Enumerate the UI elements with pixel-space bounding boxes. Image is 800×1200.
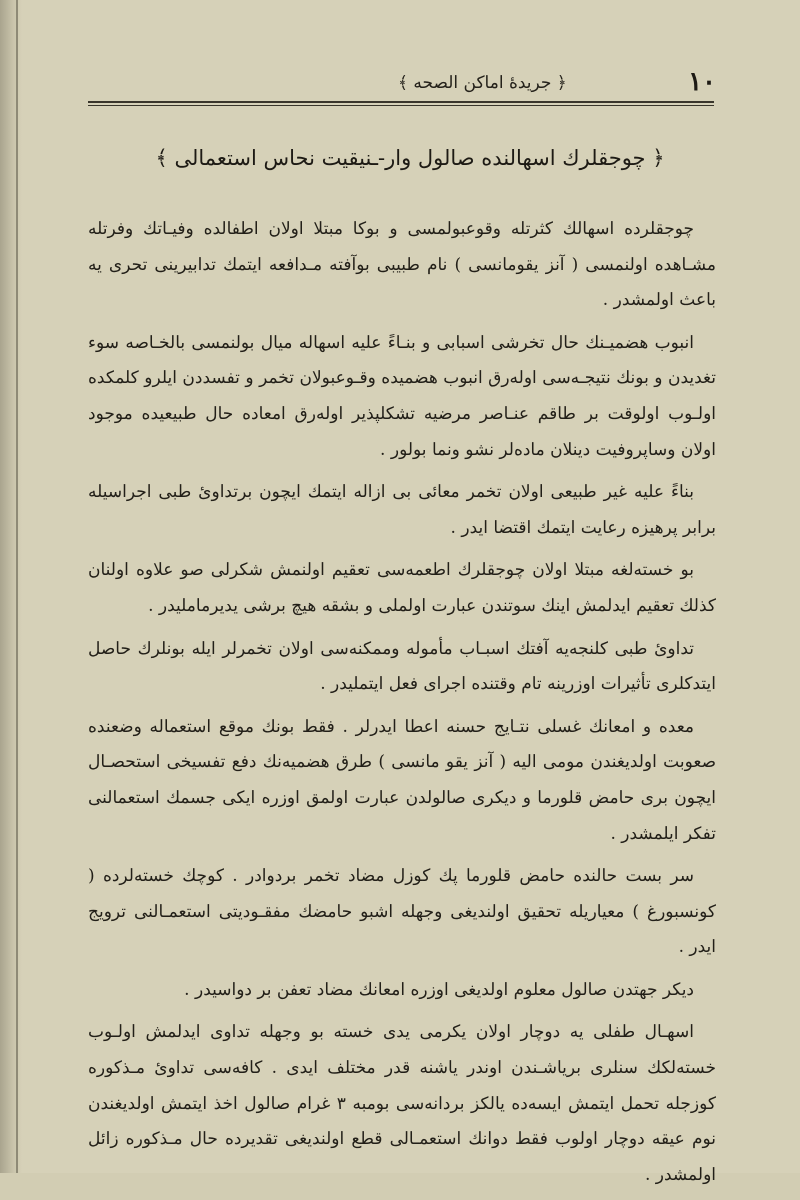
page-number: ١٠ bbox=[688, 67, 716, 97]
paragraph: بناءً عليه غير طبيعى اولان تخمر معائى بى ازاله ايتمك ايچون برتداوىٔ طبى اجراسيله برابر پرهيزه رعايت ايتمك اقتضا ايدر . bbox=[88, 482, 716, 538]
header-rule-thin bbox=[88, 105, 714, 106]
article-title: ﴿ چوجقلرك اسهالنده صالول وار-ـنيقيت نحاس استعمالى ﴾ bbox=[155, 146, 665, 170]
paragraph: سر بست حالنده حامض قلورما پك كوزل مضاد تخمر بردوادر . كوچك خسته‌لرده ( كونسبورغ ) معياريله تحقيق اولنديغى وجهله اشبو حامضك مفقـوديتى استعمـالنى ترويج ايدر . bbox=[88, 866, 716, 958]
page-binding-shadow bbox=[0, 0, 22, 1173]
running-head: ﴿ جريدهٔ اماكن الصحه ﴾ bbox=[398, 72, 567, 93]
page-binding-line bbox=[16, 0, 18, 1173]
paragraph: اسهـال طفلى يه دوچار اولان يكرمى يدى خسته بو وجهله تداوى ايدلمش اولـوب خسته‌لكك سنلرى برياشـندن اوندر ياشنه قدر مختلف ايدى . كافه‌سى تداوىٔ مـذكوره كوزجله تحمل ايتمش ايسه‌ده يالكز بردانه‌سى بومبه ۳ غرام صالول اخذ ايتمش اولديغندن نوم عيقه دوچار اولوب فقط دوانك استعمـالى قطع اولنديغى تقديرده حال مـذكوره زائل اولمشدر . bbox=[88, 1022, 716, 1185]
paragraph: بو خسته‌لغه مبتلا اولان چوجقلرك اطعمه‌سى تعقيم اولنمش شكرلى صو علاوه اولنان كذلك تعقيم ايدلمش اينك سوتندن عبارت اولملى و بشقه هيچ برشى يديرمامليدر . bbox=[88, 560, 716, 616]
page-header bbox=[88, 62, 716, 102]
paragraph: تداوىٔ طبى كلنجه‌يه آفتك اسبـاب مأموله وممكنه‌سى اولان تخمرلر ايله بونلرك حاصل ايتدكلرى تأثيرات اوزرينه تام وقتنده اجراى فعل ايتمليدر . bbox=[88, 638, 716, 695]
paragraph: چوجقلرده اسهالك كثرتله وقوعبولمسى و بوكا مبتلا اولان اطفالده وفيـاتك وفرتله مشـاهده اولنمسى ( آنز يقومانسى ) نام طبيبى بوآفته مـدافعه ايتمك تدابيرينى تحرى يه باعث اولمشدر . bbox=[88, 219, 716, 311]
header-rule bbox=[88, 101, 714, 103]
paragraph: ديكر جهتدن صالول معلوم اولديغى اوزره امعانك مضاد تعفن بر دواسيدر . bbox=[184, 979, 694, 1000]
paragraph: انبوب هضميـنك حال تخرشى اسبابى و بنـاءً عليه اسهاله ميال بولنمسى بالخـاصه سوء تغديدن و بونك نتيجـه‌سى اوله‌رق انبوب هضميده وقـوعبولان تخمر و تفسددن ايلرو كلمكده اولـوب اولوقت بر طاقم عنـاصر مرضيه تشكلپذير اوله‌رق امعاده حال طبيعيده موجود اولان وساپروفيت دينلان ماده‌لر نشو ونما بولور . bbox=[88, 332, 716, 460]
article-body bbox=[88, 212, 716, 1200]
paragraph: معده و امعانك غسلى نتـايج حسنه اعطا ايدرلر . فقط بونك موقع استعماله وضعنده صعوبت اولديغندن مومى اليه ( آنز يقو مانسى ) طرق هضميه‌نك دفع تفسيخى استحصـال ايچون برى حامض قلورما و ديكرى صالولدن عبارت اولمق اوزره ايكى جسمك استعمالنى تفكر ايلمشدر . bbox=[88, 716, 716, 844]
